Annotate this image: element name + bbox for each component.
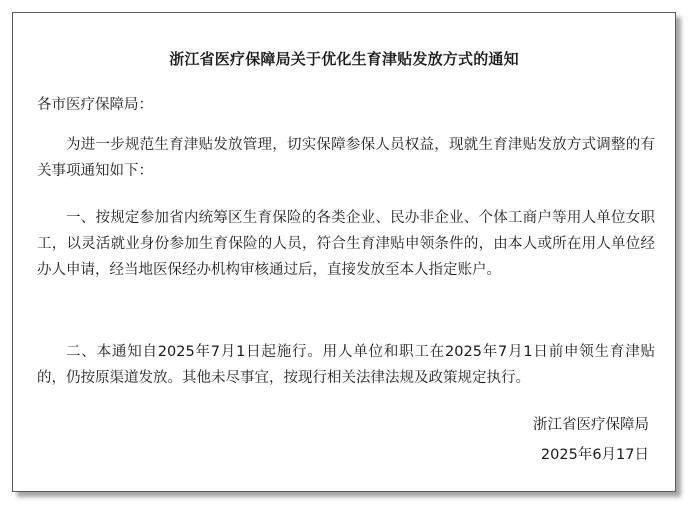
item-one-paragraph: 一、按规定参加省内统筹区生育保险的各类企业、民办非企业、个体工商户等用人单位女职工，以灵活就业身份参加生育保险的人员，符合生育津贴申领条件的，由本人或所在用人单位经办人申请，经当地医保经办机构审核通过后，直接发放至本人指定账户。 [37, 210, 655, 278]
notice-document [12, 12, 676, 492]
intro-paragraph: 为进一步规范生育津贴发放管理，切实保障参保人员权益，现就生育津贴发放方式调整的有关事项通知如下： [37, 137, 655, 179]
signature-organization: 浙江省医疗保障局 [533, 417, 649, 433]
item-two-paragraph: 二、本通知自2025年7月1日起施行。用人单位和职工在2025年7月1日前申领生育津贴的，仍按原渠道发放。其他未尽事宜，按现行相关法律法规及政策规定执行。 [37, 344, 655, 386]
notice-title: 浙江省医疗保障局关于优化生育津贴发放方式的通知 [169, 50, 519, 68]
signature-date: 2025年6月17日 [540, 447, 649, 463]
salutation: 各市医疗保障局： [37, 97, 153, 113]
